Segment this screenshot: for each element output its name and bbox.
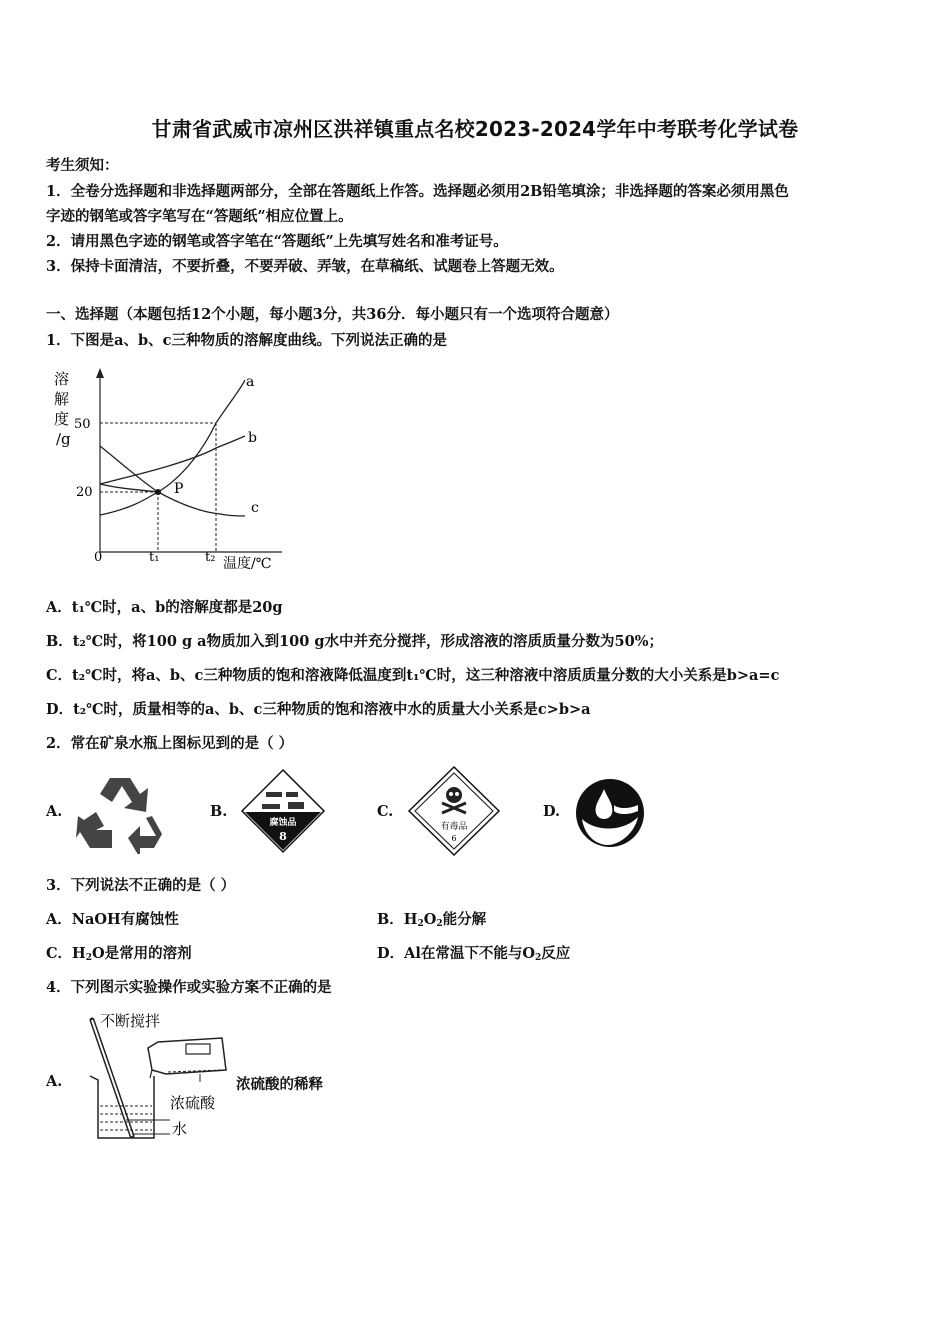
q3-d-post: 反应 <box>541 945 571 962</box>
q3-b-mid: O <box>423 911 437 928</box>
y-label-char-2: 解 <box>54 390 70 408</box>
y-label-char-1: 溶 <box>54 370 70 388</box>
notice-item-2: 2．请用黑色字迹的钢笔或答字笔在“答题纸”上先填写姓名和准考证号。 <box>46 233 508 250</box>
corrosive-sign-num: 8 <box>279 830 287 843</box>
q4-option-a-caption: 浓硫酸的稀释 <box>236 1076 323 1093</box>
point-p-label: P <box>174 481 184 497</box>
notice-heading: 考生须知： <box>46 157 119 174</box>
x-tick-0: 0 <box>94 550 103 565</box>
q1-option-a[interactable]: A．t₁℃时，a、b的溶解度都是20g <box>46 599 283 616</box>
corrosive-sign-text: 腐蚀品 <box>269 818 297 828</box>
q4-option-a-label[interactable]: A. <box>46 1073 63 1090</box>
q1-option-d[interactable]: D．t₂℃时，质量相等的a、b、c三种物质的饱和溶液中水的质量大小关系是c>b>a <box>46 701 591 718</box>
q3-d-pre: D．Al在常温下不能与O <box>377 945 535 962</box>
y-label-char-4: /g <box>56 430 71 448</box>
section-heading: 一、选择题（本题包括12个小题，每小题3分，共36分．每小题只有一个选项符合题意） <box>46 306 619 323</box>
solubility-chart <box>50 362 290 577</box>
q2-stem: 2．常在矿泉水瓶上图标见到的是（ ） <box>46 735 294 752</box>
label-stir: 不断搅拌 <box>100 1012 161 1030</box>
dilution-figure <box>86 1010 236 1145</box>
notice-item-1b: 字迹的钢笔或答字笔写在“答题纸”相应位置上。 <box>46 208 353 225</box>
q3-option-a[interactable] <box>46 908 179 929</box>
curve-b-label: b <box>248 430 257 446</box>
notice-item-1a: 1．全卷分选择题和非选择题两部分，全部在答题纸上作答。选择题必须用2B铅笔填涂；非选择题的答案必须用黑色 <box>46 183 789 200</box>
q1-option-c[interactable]: C．t₂℃时，将a、b、c三种物质的饱和溶液降低温度到t₁℃时，这三种溶液中溶质质量分数的大小关系是b>a=c <box>46 667 780 684</box>
q3-stem: 3．下列说法不正确的是（ ） <box>46 877 236 894</box>
curve-a-label: a <box>246 374 255 390</box>
corrosive-sign-icon[interactable] <box>240 768 326 854</box>
q2-option-a[interactable]: A. <box>46 803 63 820</box>
water-saving-icon[interactable] <box>574 775 646 851</box>
q3-c-pre: C．H <box>46 945 86 962</box>
label-acid: 浓硫酸 <box>170 1094 216 1112</box>
toxic-sign-icon[interactable] <box>406 765 502 857</box>
q3-option-b[interactable] <box>377 908 486 929</box>
q3-b-sub2: 2 <box>436 919 443 929</box>
q3-b-pre: B．H <box>377 911 418 928</box>
q1-option-b[interactable]: B．t₂℃时，将100 g a物质加入到100 g水中并充分搅拌，形成溶液的溶质质量分数为50%； <box>46 633 663 650</box>
q1-stem: 1．下图是a、b、c三种物质的溶解度曲线。下列说法正确的是 <box>46 332 447 349</box>
x-tick-t1: t₁ <box>149 550 160 565</box>
q3-b-post: 能分解 <box>442 911 487 928</box>
page-title: 甘肃省武威市凉州区洪祥镇重点名校2023-2024学年中考联考化学试卷 <box>151 117 799 141</box>
q3-option-d[interactable] <box>377 942 570 963</box>
q3-c-post: O是常用的溶剂 <box>92 945 192 962</box>
toxic-sign-text: 有毒品 <box>440 822 468 832</box>
toxic-sign-num: 6 <box>451 834 457 843</box>
q2-option-b[interactable]: B. <box>210 803 228 820</box>
label-water: 水 <box>172 1120 188 1138</box>
q3-option-c[interactable] <box>46 942 192 963</box>
q3-a-text: A．NaOH有腐蚀性 <box>46 911 179 928</box>
point-p <box>155 489 161 495</box>
curve-a <box>100 380 245 515</box>
notice-item-3: 3．保持卡面清洁，不要折叠，不要弄破、弄皱，在草稿纸、试题卷上答题无效。 <box>46 258 564 275</box>
q2-option-d[interactable]: D. <box>543 803 561 820</box>
q2-option-c[interactable]: C. <box>377 803 394 820</box>
y-axis-arrow <box>96 368 104 378</box>
y-tick-20: 20 <box>76 485 93 500</box>
q3-b-sub1: 2 <box>417 919 424 929</box>
x-axis-label: 温度/℃ <box>223 556 272 572</box>
curve-c-label: c <box>251 500 259 516</box>
recycle-icon[interactable] <box>76 772 168 854</box>
y-tick-50: 50 <box>74 417 91 432</box>
y-label-char-3: 度 <box>54 410 70 428</box>
x-tick-t2: t₂ <box>205 550 216 565</box>
q3-c-sub: 2 <box>85 953 93 963</box>
q4-stem: 4．下列图示实验操作或实验方案不正确的是 <box>46 979 332 996</box>
q3-d-sub: 2 <box>534 953 542 963</box>
